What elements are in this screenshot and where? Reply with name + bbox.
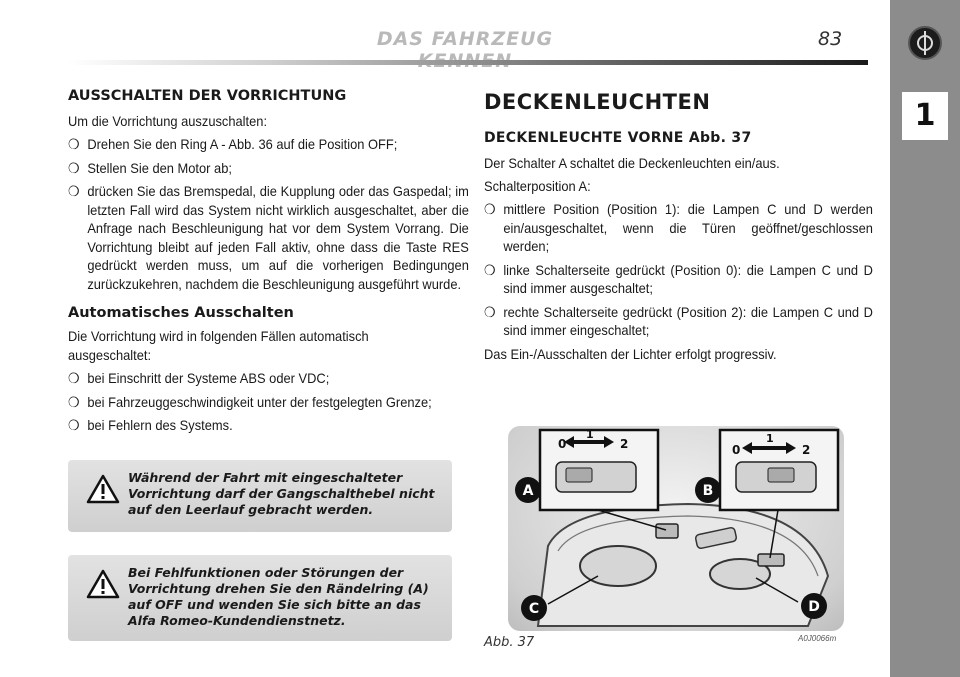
- paragraph: Schalterposition A:: [484, 178, 591, 194]
- figure-caption: Abb. 37: [484, 635, 535, 650]
- warning-triangle-icon: [86, 569, 120, 599]
- paragraph: Die Vorrichtung wird in folgenden Fällen automatisch ausgeschaltet:: [68, 328, 369, 363]
- alfa-romeo-logo-icon: [908, 26, 942, 60]
- section-heading-automatisch: Automatisches Ausschalten: [68, 305, 294, 321]
- list-item: ❍ bei Fahrzeuggeschwindigkeit unter der festgelegten Grenze;: [68, 393, 432, 410]
- paragraph: Um die Vorrichtung auszuschalten:: [68, 113, 268, 129]
- warning-triangle-icon: [86, 474, 120, 504]
- label-d: D: [808, 599, 820, 615]
- chapter-tab: [902, 92, 948, 140]
- switch-pos-2-b: 2: [802, 443, 811, 457]
- warning-box: [68, 460, 452, 532]
- switch-pos-0-a: 0: [558, 437, 567, 451]
- switch-pos-0-b: 0: [732, 443, 741, 457]
- figure-code: A0J0066m: [798, 634, 837, 643]
- section-heading-ausschalten: AUSSCHALTEN DER VORRICHTUNG: [68, 88, 347, 104]
- list-item: ❍ mittlere Position (Position 1): die Lampen C und D werden ein/ausgeschaltet, wenn die Türen geöffnet/geschlossen werden;: [484, 201, 873, 254]
- label-a: A: [522, 483, 534, 499]
- running-header-title: DAS FAHRZEUG: [376, 28, 554, 50]
- ceiling-light-figure: [508, 426, 844, 631]
- switch-pos-2-a: 2: [620, 437, 629, 451]
- ceiling-light-illustration: [508, 426, 844, 631]
- list-item: ❍ Drehen Sie den Ring A - Abb. 36 auf die Position OFF;: [68, 136, 398, 152]
- paragraph: Das Ein-/Ausschalten der Lichter erfolgt progressiv.: [484, 345, 777, 362]
- switch-pos-1-a: 1: [586, 428, 594, 441]
- warning-box: [68, 555, 452, 641]
- list-item: ❍ rechte Schalterseite gedrückt (Position 2): die Lampen C und D sind immer eingeschaltet;: [484, 303, 873, 338]
- warning-text: Bei Fehlfunktionen oder Störungen der Vorrichtung drehen Sie den Rändelring (A) auf OFF und wenden Sie sich bitte an das Alfa Romeo-Kundendienstnetz.: [128, 565, 429, 628]
- label-c: C: [528, 601, 540, 617]
- list-item: ❍ drücken Sie das Bremspedal, die Kupplung oder das Gaspedal; im letzten Fall wird das System nicht wirklich ausgeschaltet, aber die Anfrage nach Beschleunigung hat vor dem System Vorrang. Die Vorrichtung bleibt auf jeden Fall aktiv, ohne dass die Taste RES gedrückt werden muss, um auf die vorherigen Bedingungen zurückzukehren, nachdem die Beschleunigung ausgeführt wurde.: [68, 183, 469, 292]
- switch-pos-1-b: 1: [766, 432, 774, 445]
- page-number: 83: [818, 28, 843, 50]
- section-title-deckenleuchten: DECKENLEUCHTEN: [484, 90, 711, 114]
- list-item: ❍ Stellen Sie den Motor ab;: [68, 159, 232, 176]
- header-rule: [68, 60, 868, 65]
- right-column: [484, 88, 873, 368]
- list-item: ❍ linke Schalterseite gedrückt (Position 0): die Lampen C und D sind immer ausgeschaltet;: [484, 261, 873, 296]
- list-item: ❍ bei Einschritt der Systeme ABS oder VDC;: [68, 370, 330, 386]
- label-b: B: [702, 483, 714, 499]
- warning-text: Während der Fahrt mit eingeschalteter Vorrichtung darf der Gangschalthebel nicht auf den Leerlauf gebracht werden.: [128, 470, 435, 517]
- left-column: [68, 88, 469, 440]
- list-item: ❍ bei Fehlern des Systems.: [68, 417, 233, 433]
- chapter-number: 1: [914, 98, 936, 133]
- subsection-heading: DECKENLEUCHTE VORNE Abb. 37: [484, 130, 752, 146]
- paragraph: Der Schalter A schaltet die Deckenleuchten ein/aus.: [484, 155, 780, 171]
